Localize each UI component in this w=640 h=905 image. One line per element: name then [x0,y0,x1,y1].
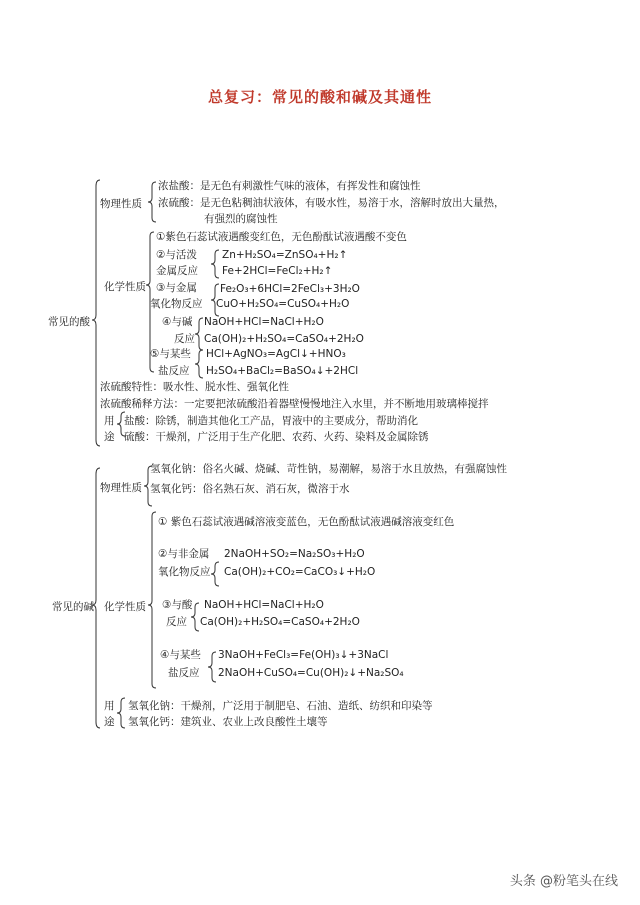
acid-physical-label: 物理性质 [100,198,142,210]
acid-physical-h2so4-line1: 浓硫酸：是无色粘稠油状液体，有吸水性，易溶于水，溶解时放出大量热， [158,197,505,209]
acid-p5-label-1: ⑤与某些 [150,348,191,360]
acid-p3-label-1: ③与金属 [156,282,197,294]
base-section-label: 常见的碱 [52,601,94,613]
acid-p2-label-1: ②与活泼 [156,249,197,261]
base-chemical-p1: ① 紫色石蕊试液遇碱溶液变蓝色，无色酚酞试液遇碱溶液变红色 [158,516,455,528]
base-p2-label-2: 氧化物反应 [158,566,211,578]
page-title: 总复习：常见的酸和碱及其通性 [207,88,432,106]
acid-p4-eq1: NaOH+HCl=NaCl+H₂O [204,316,324,328]
acid-dilution-method: 浓硫酸稀释方法：一定要把浓硫酸沿着器壁慢慢地注入水里，并不断地用玻璃棒搅拌 [100,398,489,410]
base-physical-naoh: 氢氧化钠：俗名火碱、烧碱、苛性钠，易潮解，易溶于水且放热，有强腐蚀性 [150,463,507,475]
acid-physical-hcl: 浓盐酸：是无色有刺激性气味的液体，有挥发性和腐蚀性 [158,180,421,192]
base-p4-label-2: 盐反应 [168,667,200,679]
acid-p4-label-1: ④与碱 [162,316,193,328]
acid-uses-label-2: 途 [104,431,115,443]
base-p2-label-1: ②与非金属 [158,548,210,560]
base-uses-naoh: 氢氧化钠：干燥剂，广泛用于制肥皂、石油、造纸、纺织和印染等 [128,700,433,712]
acid-uses-h2so4: 硫酸：干燥剂，广泛用于生产化肥、农药、火药、染料及金属除锈 [124,431,429,443]
base-p3-eq2: Ca(OH)₂+H₂SO₄=CaSO₄+2H₂O [200,616,360,628]
acid-special-property: 浓硫酸特性：吸水性、脱水性、强氧化性 [100,381,289,393]
acid-uses-hcl: 盐酸：除锈，制造其他化工产品，胃液中的主要成分，帮助消化 [124,415,418,427]
acid-physical-h2so4-line2: 有强烈的腐蚀性 [204,213,278,225]
watermark: 头条 @粉笔头在线 [509,874,618,889]
acid-p3-eq2: CuO+H₂SO₄=CuSO₄+H₂O [216,298,350,310]
base-p3-label-1: ③与酸 [162,599,193,611]
base-p4-label-1: ④与某些 [160,649,201,661]
acid-chemical-p1: ①紫色石蕊试液遇酸变红色，无色酚酞试液遇酸不变色 [156,231,407,243]
base-p2-eq1: 2NaOH+SO₂=Na₂SO₃+H₂O [224,548,365,560]
base-p3-eq1: NaOH+HCl=NaCl+H₂O [204,599,324,611]
base-p4-eq2: 2NaOH+CuSO₄=Cu(OH)₂↓+Na₂SO₄ [218,667,404,679]
base-p3-label-2: 反应 [166,616,187,628]
acid-p3-eq1: Fe₂O₃+6HCl=2FeCl₃+3H₂O [220,283,360,295]
acid-chemical-label: 化学性质 [104,281,146,293]
base-uses-label-1: 用 [104,700,115,712]
acid-p2-eq1: Zn+H₂SO₄=ZnSO₄+H₂↑ [222,249,348,261]
acid-p4-label-2: 反应 [174,333,195,345]
acid-p5-eq1: HCl+AgNO₃=AgCl↓+HNO₃ [206,348,346,360]
base-p4-eq1: 3NaOH+FeCl₃=Fe(OH)₃↓+3NaCl [218,649,389,661]
base-physical-caoh2: 氢氧化钙：俗名熟石灰、消石灰，微溶于水 [150,483,350,495]
acid-p5-eq2: H₂SO₄+BaCl₂=BaSO₄↓+2HCl [206,365,359,377]
acid-p3-label-2: 氧化物反应 [150,298,203,310]
acid-p2-eq2: Fe+2HCl=FeCl₂+H₂↑ [222,265,333,277]
acid-uses-label-1: 用 [104,415,115,427]
acid-p4-eq2: Ca(OH)₂+H₂SO₄=CaSO₄+2H₂O [204,333,364,345]
base-uses-label-2: 途 [104,716,115,728]
base-physical-label: 物理性质 [100,482,142,494]
acid-p5-label-2: 盐反应 [158,365,190,377]
base-chemical-label: 化学性质 [104,601,146,613]
acid-section-label: 常见的酸 [48,316,90,328]
base-p2-eq2: Ca(OH)₂+CO₂=CaCO₃↓+H₂O [224,566,376,578]
acid-p2-label-2: 金属反应 [156,265,198,277]
base-uses-caoh2: 氢氧化钙：建筑业、农业上改良酸性土壤等 [128,716,328,728]
